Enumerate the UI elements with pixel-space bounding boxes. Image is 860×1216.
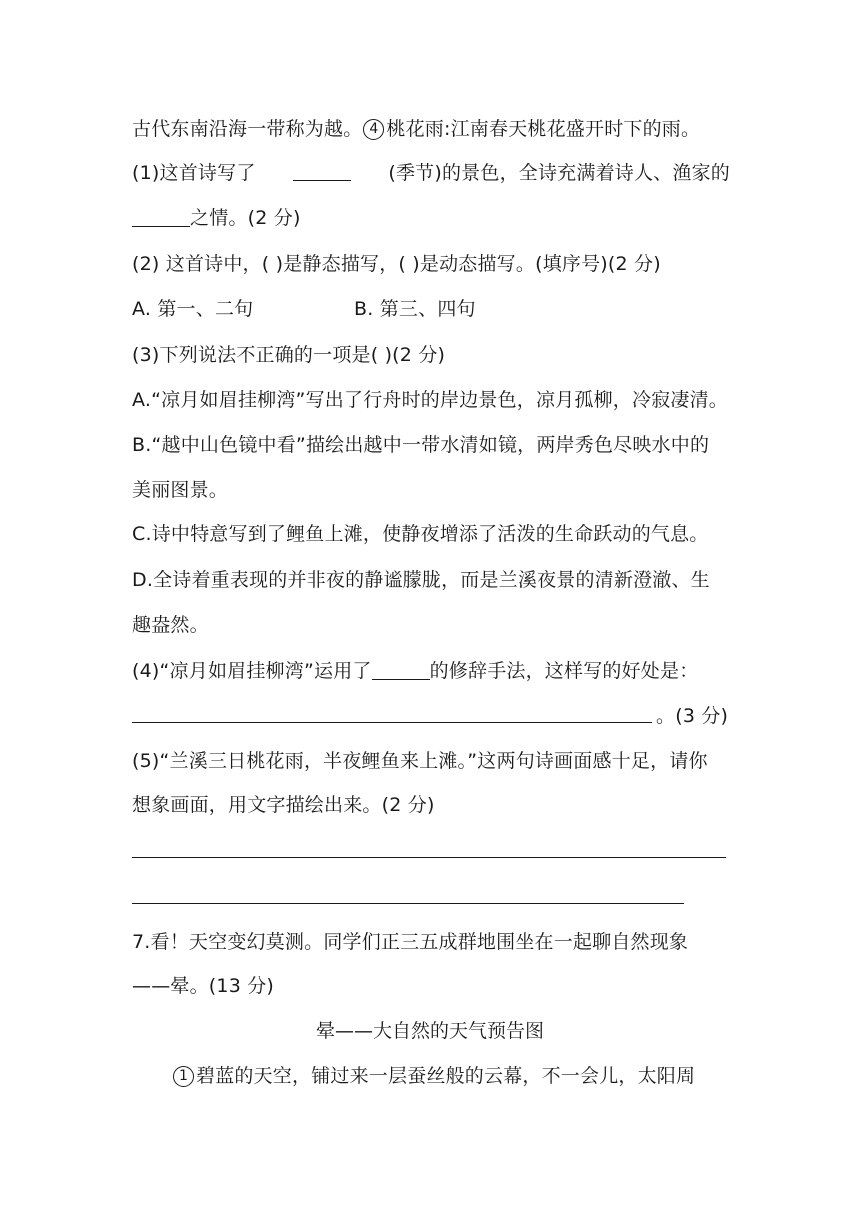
question-3: (3)下列说法不正确的一项是( )(2 分) — [132, 344, 446, 366]
option-a: A. 第一、二句 — [132, 298, 254, 320]
circled-number-1: 1 — [173, 1066, 194, 1087]
q3-option-d-line-2: 趣盎然。 — [132, 614, 209, 636]
q1-text-c: 之情。(2 分) — [190, 207, 301, 229]
q1-text-b: (季节)的景色，全诗充满着诗人、渔家的 — [388, 162, 730, 184]
paragraph-1-text: 碧蓝的天空，铺过来一层蚕丝般的云幕，不一会儿，太阳周 — [196, 1065, 696, 1087]
passage-title: 晕——大自然的天气预告图 — [315, 1020, 544, 1042]
annotation-text-2: 桃花雨:江南春天桃花盛开时下的雨。 — [386, 118, 701, 140]
circled-number-4: 4 — [363, 119, 384, 140]
q4-text-b: 的修辞手法，这样写的好处是： — [429, 660, 699, 682]
q4-answer-line[interactable] — [132, 722, 652, 723]
q5-answer-line-2[interactable] — [132, 903, 684, 904]
q1-blank-season[interactable] — [293, 160, 351, 181]
question-7-line-1: 7.看！天空变幻莫测。同学们正三五成群地围坐在一起聊自然现象 — [132, 931, 689, 953]
annotation-line — [132, 116, 732, 142]
q4-text-a: (4)“凉月如眉挂柳湾”运用了 — [132, 660, 372, 682]
q4-blank-rhetoric[interactable] — [372, 659, 430, 680]
question-2: (2) 这首诗中，( )是静态描写，( )是动态描写。(填序号)(2 分) — [132, 253, 661, 275]
question-1-line-1 — [132, 160, 730, 186]
q5-answer-line-1[interactable] — [132, 857, 726, 858]
q3-option-d-line-1: D.全诗着重表现的并非夜的静谧朦胧，而是兰溪夜景的清新澄澈、生 — [132, 569, 710, 591]
question-5-line-2: 想象画面，用文字描绘出来。(2 分) — [132, 794, 435, 816]
q1-text-a: (1)这首诗写了 — [132, 162, 256, 184]
q3-option-b-line-1: B.“越中山色镜中看”描绘出越中一带水清如镜，两岸秀色尽映水中的 — [132, 434, 710, 456]
q3-option-c: C.诗中特意写到了鲤鱼上滩，使静夜增添了活泼的生命跃动的气息。 — [132, 523, 709, 545]
option-b: B. 第三、四句 — [354, 298, 476, 320]
q4-score: 。(3 分) — [656, 705, 729, 727]
question-2-options — [132, 296, 732, 322]
q3-option-b-line-2: 美丽图景。 — [132, 479, 229, 501]
question-7-line-2: ——晕。(13 分) — [132, 975, 275, 997]
q3-option-a: A.“凉月如眉挂柳湾”写出了行舟时的岸边景色，凉月孤柳，冷寂凄清。 — [132, 389, 728, 411]
annotation-text-1: 古代东南沿海一带称为越。 — [132, 118, 363, 140]
question-5-line-1: (5)“兰溪三日桃花雨，半夜鲤鱼来上滩。”这两句诗画面感十足，请你 — [132, 750, 708, 772]
q1-blank-feeling[interactable] — [132, 206, 190, 227]
question-4 — [132, 658, 732, 684]
passage-paragraph-1 — [172, 1063, 732, 1089]
question-1-line-2 — [132, 205, 732, 231]
